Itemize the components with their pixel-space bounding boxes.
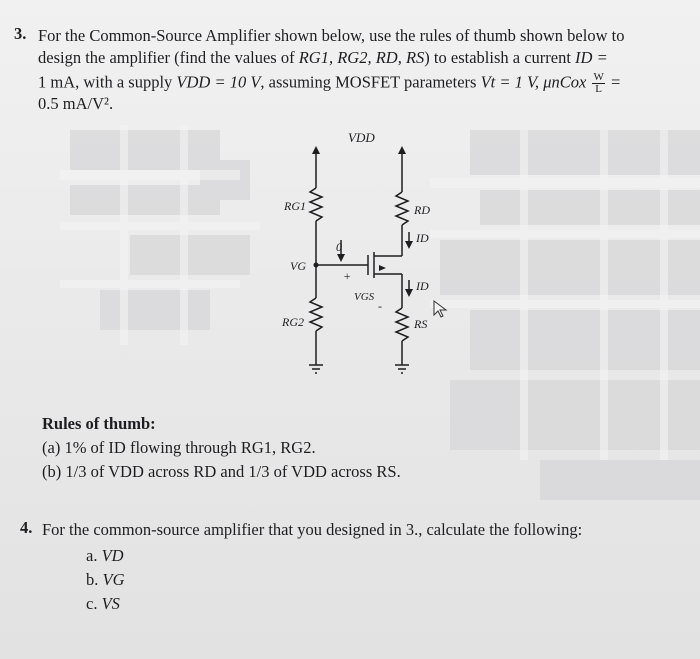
gate-node: [314, 263, 319, 268]
question-3-number: 3.: [14, 24, 27, 43]
q3-line2-suffix: ) to establish a current: [424, 48, 576, 67]
source-arrowhead: [379, 265, 386, 271]
id-top-label: ID: [416, 231, 429, 245]
zero-current-arrowhead: [337, 254, 345, 262]
rg2-label: RG2: [282, 315, 304, 329]
q4-item-c-var: VS: [101, 594, 120, 613]
q3-frac-numerator: W: [593, 71, 604, 83]
vdd-arrow-left: [312, 146, 320, 154]
id-bottom-arrowhead: [405, 289, 413, 297]
rg1-resistor: [310, 188, 322, 221]
rule-a: (a) 1% of ID flowing through RG1, RG2.: [42, 438, 316, 457]
q3-line2-prefix: design the amplifier (find the values of: [38, 48, 299, 67]
q3-resistor-list: RG1, RG2, RD, RS: [298, 48, 425, 67]
vgs-minus-sign: -: [378, 299, 382, 313]
question-3-line-1: For the Common-Source Amplifier shown below, use the rules of thumb shown below to: [38, 26, 625, 45]
vgs-label: VGS: [354, 291, 375, 303]
vdd-label: VDD: [348, 130, 375, 145]
q4-item-a-label: a.: [86, 546, 98, 565]
q4-item-b-var: VG: [102, 570, 125, 589]
q3-supply-voltage: VDD = 10 V: [176, 72, 261, 92]
q3-line3-prefix: 1 mA, with a supply: [38, 72, 177, 92]
question-3-line-2: [38, 48, 608, 68]
q4-item-b: [86, 570, 125, 590]
rs-label: RS: [414, 317, 428, 331]
q4-item-b-label: b.: [86, 570, 99, 589]
rd-resistor: [396, 192, 408, 225]
q4-item-c-label: c.: [86, 594, 98, 613]
q3-current-var: ID =: [575, 48, 608, 67]
question-3-line-3: [38, 72, 620, 95]
rg1-label: RG1: [284, 199, 306, 213]
q3-frac-denominator: L: [595, 83, 602, 95]
rules-title: Rules of thumb:: [42, 414, 156, 433]
question-4-text: For the common-source amplifier that you designed in 3., calculate the following:: [42, 520, 583, 539]
rg2-resistor: [310, 298, 322, 331]
vgs-plus-sign: +: [343, 269, 352, 283]
vdd-arrow-right: [398, 146, 406, 154]
rule-b: (b) 1/3 of VDD across RD and 1/3 of VDD across RS.: [42, 462, 401, 481]
q3-mobility-cox: μnCox: [543, 72, 587, 92]
q3-equals: =: [610, 72, 621, 92]
question-3-line-4: 0.5 mA/V².: [38, 94, 114, 113]
q4-item-a: [86, 546, 124, 566]
q4-item-a-var: VD: [101, 546, 124, 565]
rd-label: RD: [414, 203, 430, 217]
question-4-number: 4.: [20, 518, 33, 537]
q4-item-c: [86, 594, 120, 614]
common-source-amplifier-circuit: [250, 120, 480, 390]
zero-current-label: 0: [336, 240, 342, 254]
rs-resistor: [396, 308, 408, 341]
q3-wl-fraction: [592, 72, 604, 95]
id-top-arrowhead: [405, 241, 413, 249]
mouse-pointer-icon: [431, 299, 451, 319]
q3-threshold-voltage: Vt = 1 V,: [480, 72, 540, 92]
q3-line3-mid: , assuming MOSFET parameters: [260, 72, 481, 92]
vg-label: VG: [290, 259, 306, 273]
id-bottom-label: ID: [416, 279, 429, 293]
